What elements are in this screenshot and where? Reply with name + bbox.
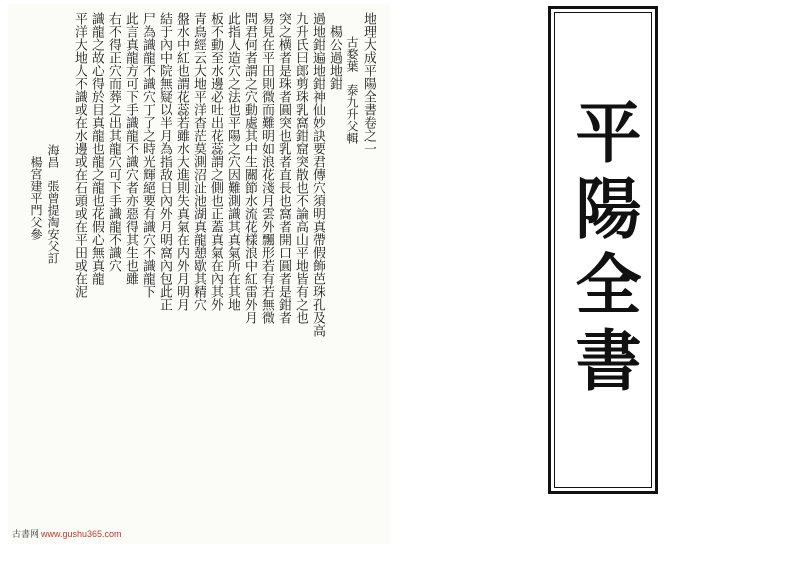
text-column-text: 問君何者謂之穴動處其中生關節水流花樣浪中紅雷外月: [242, 12, 257, 324]
cover-frame: [548, 6, 658, 494]
text-column-text: 識龍之故心得於目真龍也龍之龍也花假心無真龍: [89, 12, 104, 285]
text-column-heading: 楊公過地鉗: [327, 12, 342, 90]
text-column-text: 尸為識龍不識穴丁了之時光輝絕要有識穴不識龍下: [140, 12, 155, 298]
book-title: 平陽全書: [564, 98, 642, 402]
text-column-credit: 楊宮建平門父參: [29, 12, 43, 240]
right-page-cover: [548, 6, 654, 490]
text-column-text: 平洋大地人不識或在水邊或在石頭或在平田或在泥: [72, 12, 87, 298]
text-column-text: 九升氏曰郎剪珠乳窩鉗窟突散也不論高山平地皆有之也: [293, 12, 308, 324]
text-column-text: 盤水中紅也謂花蕊若雖水大進則失真氣在内外月明月: [174, 12, 189, 311]
source-label: [12, 527, 122, 540]
vertical-text-block: [16, 12, 376, 542]
text-column-text: 此言真龍方可下手識龍不識穴者亦惡得其生也雖: [123, 12, 138, 285]
text-column-text: 過地鉗遍地鉗神仙妙訣要君傳穴須明真帶假飾芭珠孔及高: [310, 12, 325, 337]
text-column-text: 結于內中院無疑以半月為指敌日內外月明窩內包此正: [157, 12, 172, 311]
text-column-text: 板不動至水邊必吐出花蕊謂之側也正蓋真氣在內其外: [208, 12, 223, 311]
cover-inner-border: [554, 12, 652, 488]
left-page: [8, 4, 390, 544]
text-column-byline: 古婺葉 泰九升父輯: [345, 12, 359, 144]
text-column-text: 突之横者是珠者圓突也乳者直長也窩者開口圓者是鉗者: [276, 12, 291, 324]
text-column-title: 地理大成平陽全書卷之一: [361, 12, 376, 155]
text-column-text: 此指人造穴之法也平陽之穴因難測識其真氣所在其地: [225, 12, 240, 311]
text-column-text: 易見在平田則微而難明如浪花淺月雲外飄形若有若無微: [259, 12, 274, 324]
text-column-text: 右不得正穴而葬之出其龍穴可下手識龍不識穴: [106, 12, 121, 272]
source-name: 古書网: [12, 529, 40, 539]
text-column-credit: 海昌 張曾提淘安父訂: [46, 12, 60, 264]
text-column-text: 青鳥經云大地平洋杳茫莫測沼沚池湖真龍憩歇其精穴: [191, 12, 206, 311]
watermark-url: www.gushu365.com: [41, 529, 122, 539]
text-column-blank: [62, 12, 70, 542]
